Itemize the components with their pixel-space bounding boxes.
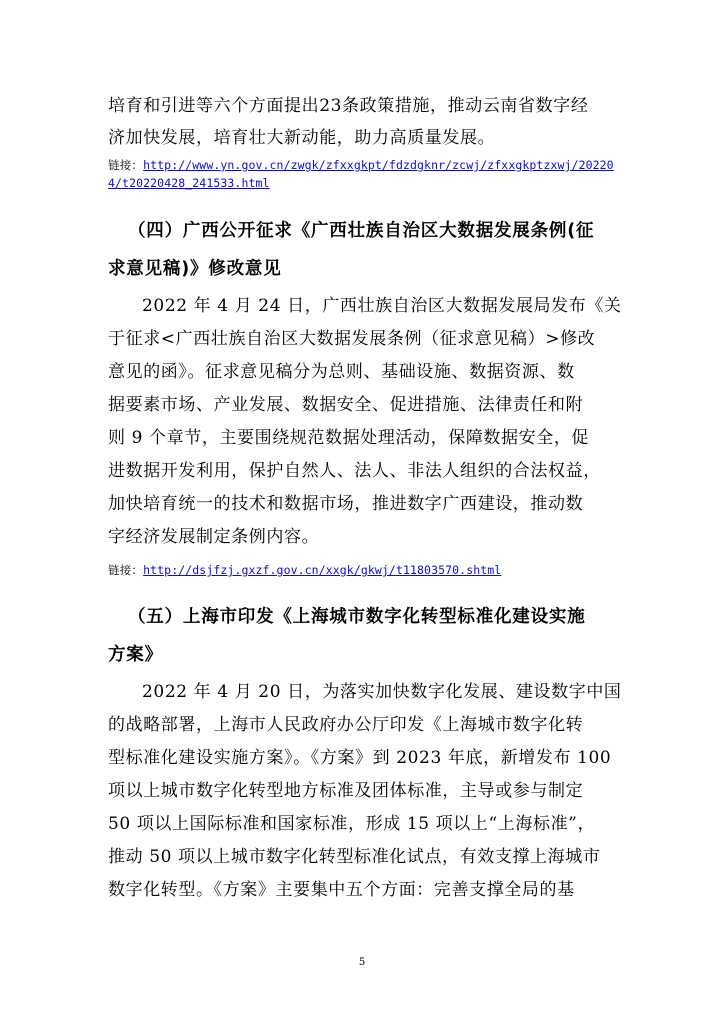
link-label: 链接：	[108, 563, 144, 577]
body-text-line: 字经济发展制定条例内容。	[108, 527, 320, 547]
body-text-line: 的战略部署，上海市人民政府办公厅印发《上海城市数字化转	[108, 715, 584, 735]
body-text-line: 于征求<广西壮族自治区大数据发展条例（征求意见稿）>修改	[108, 329, 596, 349]
body-text-line: 50 项以上国际标准和国家标准，形成 15 项以上“上海标准”，	[108, 814, 596, 834]
section-heading: （四）广西公开征求《广西壮族自治区大数据发展条例(征	[128, 221, 595, 241]
guangxi-policy-link[interactable]: http://dsjfzj.gxzf.gov.cn/xxgk/gkwj/t11803570.shtml	[143, 563, 502, 577]
section-heading-continued: 方案》	[108, 645, 163, 665]
body-text-line: 加快培育统一的技术和数据市场，推进数字广西建设，推动数	[108, 494, 584, 514]
body-text-line: 型标准化建设实施方案》。《方案》到 2023 年底，新增发布 100	[108, 748, 612, 768]
yunnan-policy-link-continued[interactable]: 4/t20220428_241533.html	[108, 176, 270, 190]
section-heading-continued: 求意见稿)》修改意见	[108, 259, 282, 279]
body-text-line: 据要素市场、产业发展、数据安全、促进措施、法律责任和附	[108, 395, 584, 415]
body-text-line: 则 9 个章节，主要围绕规范数据处理活动，保障数据安全，促	[108, 428, 590, 448]
body-text-line: 数字化转型。《方案》主要集中五个方面：完善支撑全局的基	[108, 880, 575, 900]
section-heading: （五）上海市印发《上海城市数字化转型标准化建设实施	[128, 607, 586, 627]
link-row	[108, 157, 628, 173]
yunnan-policy-link[interactable]: http://www.yn.gov.cn/zwgk/zfxxgkpt/fdzdgknr/zcwj/zfxxgkptzxwj/20220	[143, 158, 614, 172]
body-text-line: 进数据开发利用，保护自然人、法人、非法人组织的合法权益，	[108, 461, 601, 481]
link-row	[108, 562, 628, 578]
body-text-line: 济加快发展，培育壮大新动能，助力高质量发展。	[108, 128, 496, 148]
body-text-line: 意见的函》。征求意见稿分为总则、基础设施、数据资源、数	[108, 362, 575, 382]
body-text-line: 培育和引进等六个方面提出23条政策措施，推动云南省数字经	[108, 96, 589, 116]
body-text-line: 2022 年 4 月 24 日，广西壮族自治区大数据发展局发布《关	[142, 296, 622, 316]
body-text-line: 项以上城市数字化转型地方标准及团体标准，主导或参与制定	[108, 781, 584, 801]
body-text-line: 2022 年 4 月 20 日，为落实加快数字化发展、建设数字中国	[142, 682, 622, 702]
link-label: 链接：	[108, 158, 144, 172]
body-text-line: 推动 50 项以上城市数字化转型标准化试点，有效支撑上海城市	[108, 847, 601, 867]
page-number: 5	[358, 957, 366, 968]
